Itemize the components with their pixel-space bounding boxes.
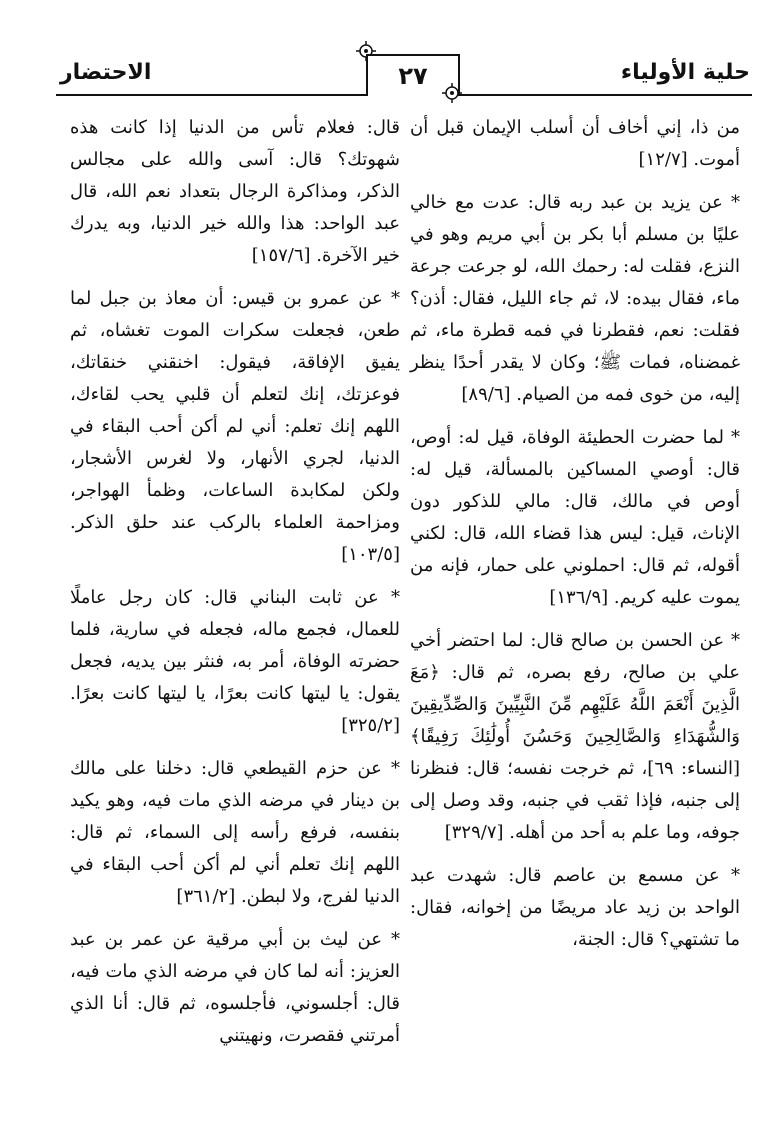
citation-ref: [١٢/٧]: [638, 149, 688, 170]
citation-ref: [٨٩/٦]: [461, 384, 511, 405]
paragraph-text: * عن يزيد بن عبد ربه قال: عدت مع خالي عليًا بن مسلم أبا بكر بن أبي مريم وهو في النزع، فقلت له: رحمك الله، لو جرعت جرعة ماء، فقال بيده: لا، ثم جاء الليل، فقال: أذن؟ فقلت: نعم، فقطرنا في فمه قطرة ماء، ثم غمضناه، فمات ﷺ؛ وكان لا يقدر أحدًا ينظر إليه، من خوى فمه من الصيام.: [410, 192, 740, 405]
paragraph-text: قال: فعلام تأس من الدنيا إذا كانت هذه شهوتك؟ قال: آسى والله على مجالس الذكر، ومذاكرة الرجال بتعداد نعم الله، قال عبد الواحد: هذا والله خير الدنيا، وبه يدرك خير الآخرة.: [70, 117, 400, 266]
paragraph-text: * عن حزم القيطعي قال: دخلنا على مالك بن دينار في مرضه الذي مات فيه، وهو يكيد بنفسه، فرفع رأسه إلى السماء، ثم قال: اللهم إنك تعلم أني لم أكن أحب البقاء في الدنيا لفرج، ولا لبطن.: [70, 758, 400, 907]
paragraph: [410, 422, 740, 614]
paragraph-text: من ذا، إني أخاف أن أسلب الإيمان قبل أن أموت.: [410, 117, 740, 170]
paragraph: [410, 860, 740, 956]
citation-ref: [٣٦١/٢]: [176, 886, 236, 907]
page-number: ٢٧: [366, 54, 460, 96]
paragraph-text: * عن عمرو بن قيس: أن معاذ بن جبل لما طعن، فجعلت سكرات الموت تغشاه، ثم يفيق الإفاقة، فيقول: اخنقني خنقاتك، فوعزتك، إنك لتعلم أن قلبي يحب لقاءك، اللهم إنك تعلم: أني لم أكن أحب البقاء في الدنيا، لجري الأنهار، ولا لغرس الأشجار، ولكن لمكابدة الساعات، وظمأ الهواجر، ومزاحمة العلماء بالركب عند حلق الذكر.: [70, 288, 400, 533]
paragraph-text: * لما حضرت الحطيئة الوفاة، قيل له: أوص، قال: أوصي المساكين بالمسألة، قيل له: أوص في مالك، قال: مالي للذكور دون الإناث، قيل: ليس هذا قضاء الله، قال: لكني أقوله، ثم قال: احملوني على حمار، فإنه من يموت عليه كريم.: [410, 427, 740, 608]
citation-ref: [١٥٧/٦]: [251, 245, 311, 266]
book-title: حلية الأولياء: [620, 60, 750, 85]
left-column: [70, 112, 400, 1063]
paragraph: [70, 112, 400, 272]
ornament-icon: [441, 82, 463, 104]
citation-ref: [٣٢٩/٧]: [444, 822, 504, 843]
paragraph: [70, 283, 400, 571]
chapter-title: الاحتضار: [60, 60, 152, 85]
paragraph-text: * عن مسمع بن عاصم قال: شهدت عبد الواحد بن زيد عاد مريضًا من إخوانه، فقال: ما تشتهي؟ قال: الجنة،: [410, 865, 740, 950]
paragraph: [410, 625, 740, 849]
page-header: [0, 0, 780, 112]
paragraph-text: * عن ثابت البناني قال: كان رجل عاملًا للعمال، فجمع ماله، فجعله في سارية، فلما حضرته الوفاة، أمر به، فنثر بين يديه، فجعل يقول: يا ليتها كانت بعرًا، يا ليتها كانت بعرًا.: [70, 587, 400, 704]
paragraph: [410, 112, 740, 176]
paragraph: [70, 582, 400, 742]
paragraph-text: * عن ليث بن أبي مرقية عن عمر بن عبد العزيز: أنه لما كان في مرضه الذي مات فيه، قال: أجلسوني، فأجلسوه، ثم قال: أنا الذي أمرتني فقصرت، ونهيتني: [70, 929, 400, 1046]
paragraph: [70, 753, 400, 913]
right-column: [410, 112, 740, 967]
paragraph-text: * عن الحسن بن صالح قال: لما احتضر أخي علي بن صالح، رفع بصره، ثم قال: ﴿مَعَ الَّذِينَ أَنْعَمَ اللَّهُ عَلَيْهِم مِّنَ النَّبِيِّينَ وَالصِّدِّيقِينَ وَالشُّهَدَاءِ وَالصَّالِحِينَ وَحَسُنَ أُولَٰئِكَ رَفِيقًا﴾ [النساء: ٦٩]، ثم خرجت نفسه؛ قال: فنظرنا إلى جنبه، فإذا ثقب في جنبه، وقد وصل إلى جوفه، وما علم به أحد من أهله.: [410, 630, 741, 843]
paragraph: [410, 187, 740, 411]
paragraph: [70, 924, 400, 1052]
citation-ref: [١٣٦/٩]: [549, 587, 609, 608]
citation-ref: [١٠٣/٥]: [341, 544, 400, 565]
citation-ref: [٣٢٥/٢]: [341, 715, 400, 736]
